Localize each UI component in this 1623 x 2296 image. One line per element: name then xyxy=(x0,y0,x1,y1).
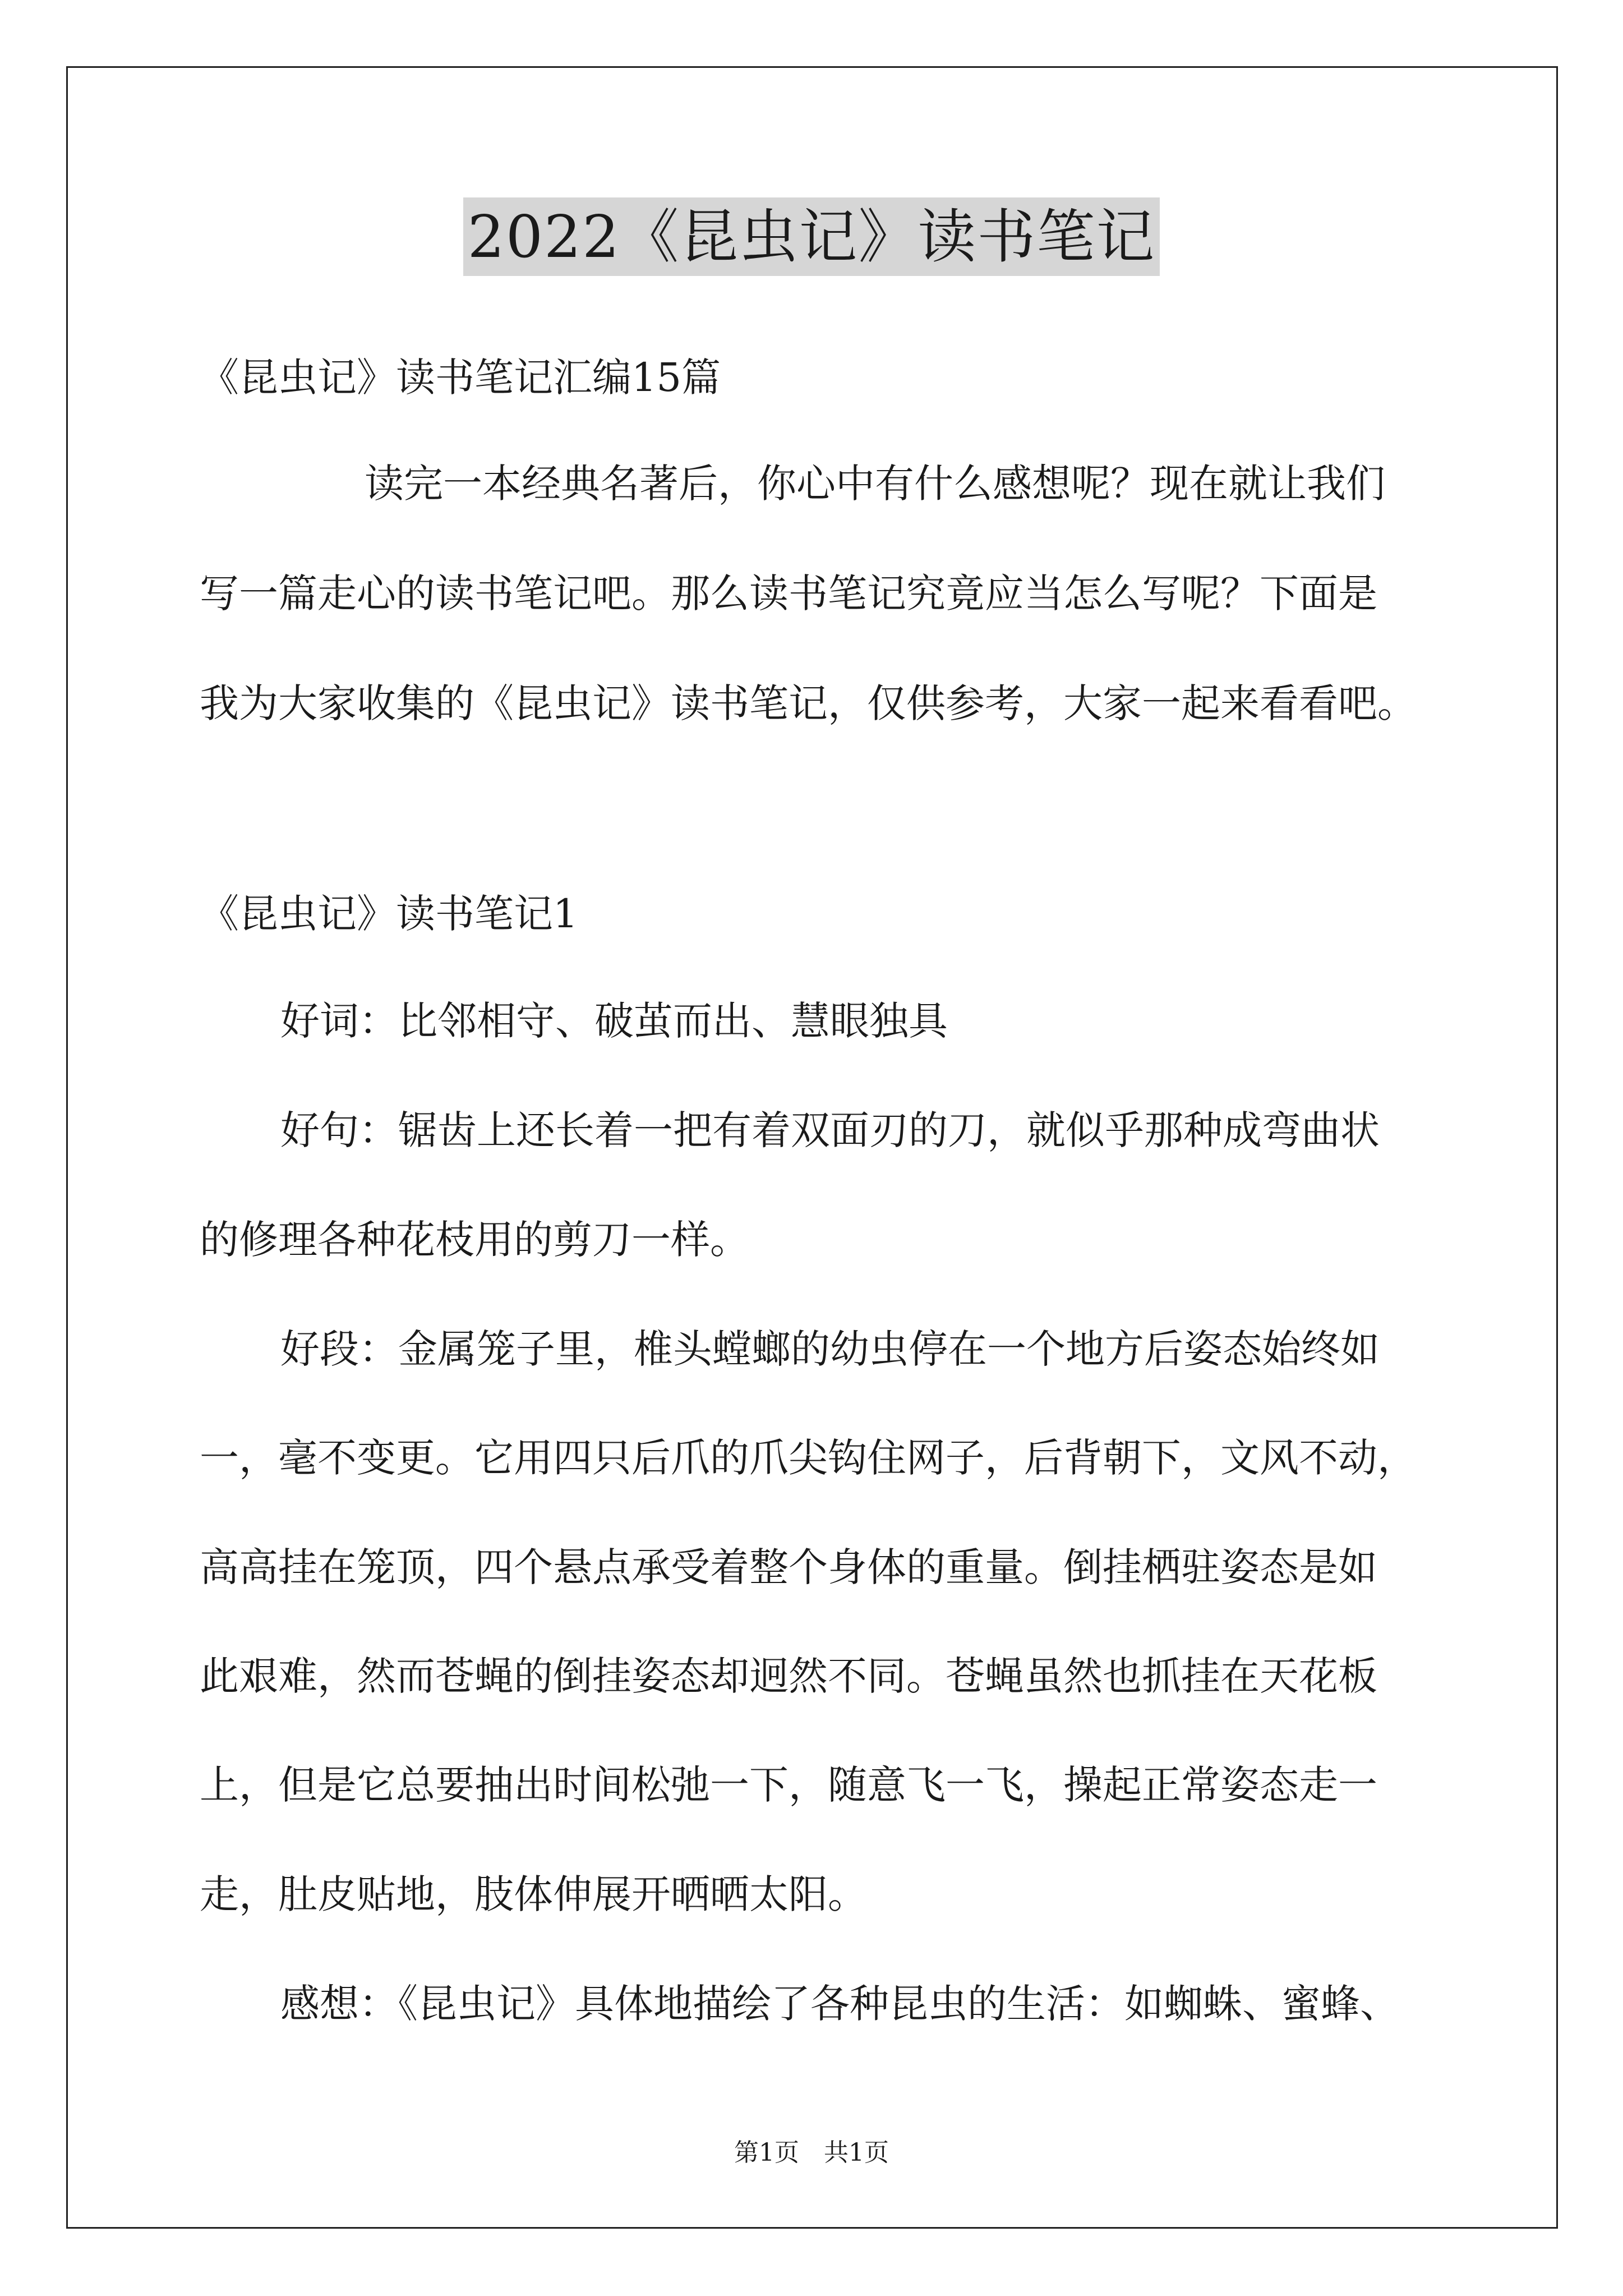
section-heading: 《昆虫记》读书笔记1 xyxy=(200,891,578,937)
intro-line-3: 我为大家收集的《昆虫记》读书笔记，仅供参考，大家一起来看看吧。 xyxy=(200,680,1417,726)
page-footer: 第1页 共1页 xyxy=(734,2138,889,2167)
good-paragraph-line-4: 此艰难，然而苍蝇的倒挂姿态却迥然不同。苍蝇虽然也抓挂在天花板 xyxy=(200,1653,1377,1699)
title-container xyxy=(0,197,1623,276)
good-paragraph-line-6: 走，肚皮贴地，肢体伸展开晒晒太阳。 xyxy=(200,1871,867,1917)
intro-line-2: 写一篇走心的读书笔记吧。那么读书笔记究竟应当怎么写呢？下面是 xyxy=(200,570,1377,616)
thoughts-line: 感想：《昆虫记》具体地描绘了各种昆虫的生活：如蜘蛛、蜜蜂、 xyxy=(280,1981,1399,2027)
good-words: 好词：比邻相守、破茧而出、慧眼独具 xyxy=(280,998,948,1044)
good-paragraph-line-2: 一，毫不变更。它用四只后爪的爪尖钩住网子，后背朝下，文风不动， xyxy=(200,1435,1417,1481)
good-paragraph-line-3: 高高挂在笼顶，四个悬点承受着整个身体的重量。倒挂栖驻姿态是如 xyxy=(200,1544,1377,1590)
subtitle: 《昆虫记》读书笔记汇编15篇 xyxy=(200,355,721,401)
intro-line-1: 读完一本经典名著后，你心中有什么感想呢？现在就让我们 xyxy=(365,461,1385,507)
good-paragraph-line-5: 上，但是它总要抽出时间松弛一下，随意飞一飞，操起正常姿态走一 xyxy=(200,1762,1377,1808)
good-sentence-line-1: 好句：锯齿上还长着一把有着双面刃的刀，就似乎那种成弯曲状 xyxy=(280,1107,1380,1153)
good-paragraph-line-1: 好段：金属笼子里，椎头螳螂的幼虫停在一个地方后姿态始终如 xyxy=(280,1326,1380,1372)
good-sentence-line-2: 的修理各种花枝用的剪刀一样。 xyxy=(200,1217,749,1263)
document-title: 2022《昆虫记》读书笔记 xyxy=(463,197,1160,276)
